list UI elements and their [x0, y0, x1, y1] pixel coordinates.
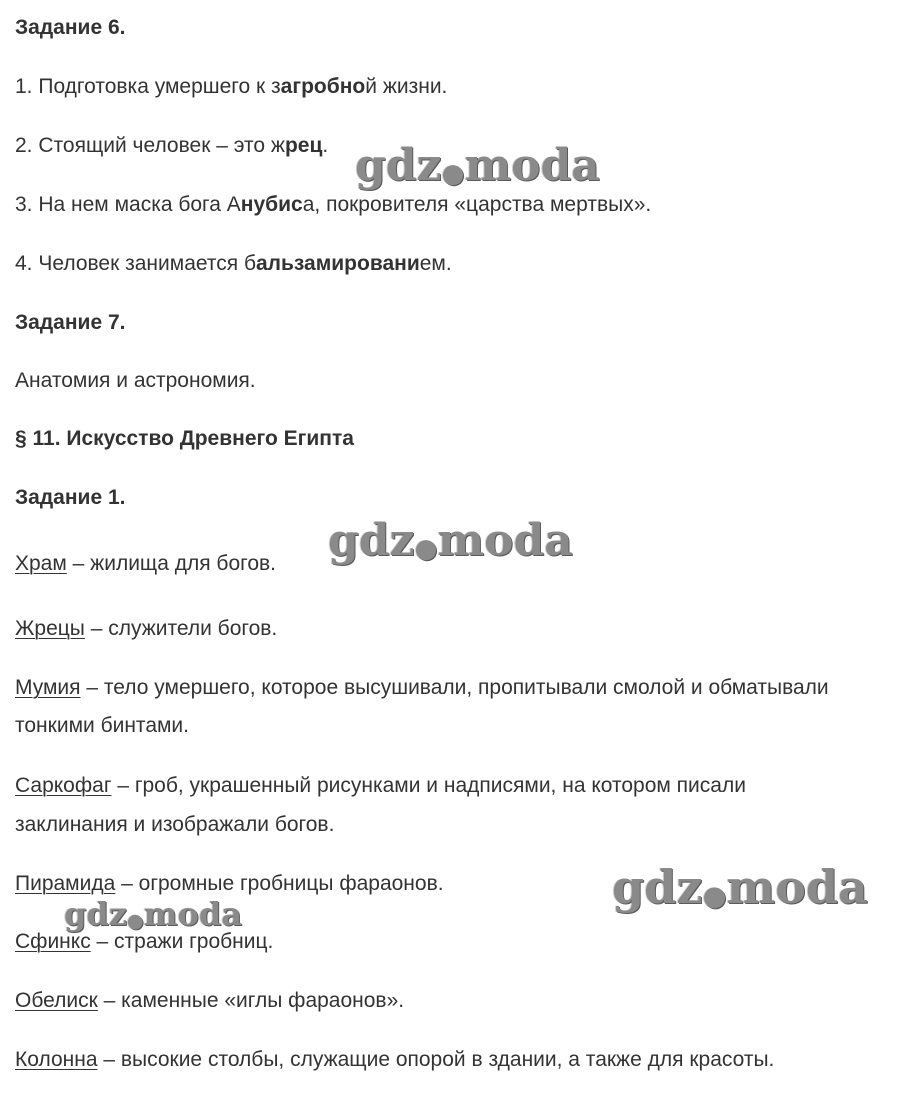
term-word: Пирамида: [15, 872, 116, 895]
section-heading: § 11. Искусство Древнего Египта: [15, 427, 354, 450]
task6-item-3: 3. На нем маска бога Анубиса, покровителя «царства мертвых».: [15, 193, 652, 216]
term-definition: – жилища для богов.: [66, 552, 277, 575]
watermark-logo: gdz●moda: [328, 515, 573, 566]
term-entry-zhrecy: [15, 610, 277, 648]
term-definition: – огромные гробницы фараонов.: [115, 872, 444, 895]
term-word: Сфинкс: [15, 930, 91, 953]
task7-heading: Задание 7.: [15, 311, 126, 334]
watermark-logo: gdz●moda: [64, 895, 242, 933]
term-entry-mumiya: [15, 669, 829, 707]
term-entry-sarkofag-cont: заклинания и изображали богов.: [15, 813, 335, 836]
watermark-logo: gdz●moda: [355, 140, 600, 191]
term-word: Колонна: [15, 1048, 98, 1071]
term-word: Обелиск: [15, 989, 98, 1012]
task6-item-1: 1. Подготовка умершего к загробной жизни.: [15, 75, 448, 98]
term-definition: – служители богов.: [84, 617, 278, 640]
term-definition: – тело умершего, которое высушивали, пропитывали смолой и обматывали: [80, 676, 829, 699]
term-word: Мумия: [15, 676, 81, 699]
watermark-logo: gdz●moda: [612, 860, 868, 914]
task6-item-2: 2. Стоящий человек – это жрец.: [15, 134, 329, 157]
term-word: Жрецы: [15, 617, 85, 640]
term-entry-mumiya-cont: тонкими бинтами.: [15, 714, 189, 737]
term-entry-sarkofag: [15, 767, 746, 805]
term-word: Саркофаг: [15, 774, 112, 797]
term-definition: – гроб, украшенный рисунками и надписями, на котором писали: [111, 774, 746, 797]
term-definition: – высокие столбы, служащие опорой в здании, а также для красоты.: [97, 1048, 775, 1071]
term-definition: – каменные «иглы фараонов».: [97, 989, 405, 1012]
term-entry-hram: [15, 545, 276, 583]
task7-text: Анатомия и астрономия.: [15, 369, 256, 392]
term-word: Храм: [15, 552, 67, 575]
task6-heading: Задание 6.: [15, 16, 126, 39]
term-entry-kolonna: [15, 1041, 774, 1079]
task1-heading: Задание 1.: [15, 486, 126, 509]
term-entry-obelisk: [15, 982, 404, 1020]
task6-item-4: 4. Человек занимается бальзамированием.: [15, 252, 452, 275]
term-definition: – стражи гробниц.: [90, 930, 274, 953]
